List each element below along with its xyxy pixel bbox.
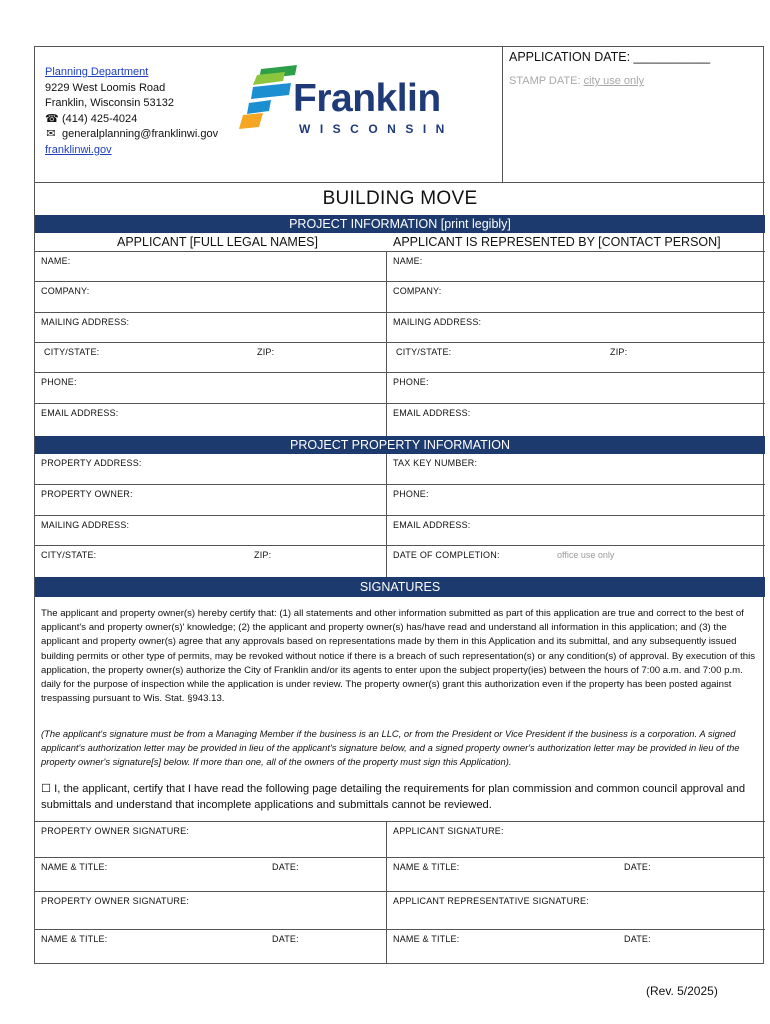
rep-name-field[interactable] — [386, 252, 765, 281]
field-label: EMAIL ADDRESS: — [393, 408, 471, 418]
zip-label: ZIP: — [254, 550, 272, 560]
field-label: MAILING ADDRESS: — [41, 520, 130, 530]
property-address-field[interactable] — [35, 454, 386, 484]
property-owner-field[interactable] — [35, 485, 386, 515]
field-label: MAILING ADDRESS: — [41, 317, 130, 327]
form-header — [35, 47, 765, 183]
row-signature-2 — [35, 892, 765, 930]
field-label: PHONE: — [393, 489, 429, 499]
applicant-city-field[interactable] — [35, 343, 386, 372]
owner-name-title-1[interactable] — [35, 858, 386, 891]
rep-city-field[interactable] — [386, 343, 765, 372]
field-label: MAILING ADDRESS: — [393, 317, 482, 327]
checkbox-text: I, the applicant, certify that I have read the following page detailing the requirements for plan commission and common council approval and submittals and understand that incomplete applications and submittals cannot be reviewed. — [41, 783, 746, 811]
rep-phone-field[interactable] — [386, 373, 765, 403]
property-owner-signature-2[interactable] — [35, 892, 386, 929]
applicant-phone-field[interactable] — [35, 373, 386, 403]
property-information-bar: PROJECT PROPERTY INFORMATION — [35, 436, 765, 454]
field-label: COMPANY: — [41, 286, 90, 296]
row-name-title-2 — [35, 930, 765, 964]
phone-number: (414) 425-4024 — [62, 112, 138, 125]
rep-name-title[interactable] — [386, 930, 765, 964]
field-label: APPLICANT SIGNATURE: — [393, 826, 504, 836]
stamp-date-value: city use only — [583, 75, 645, 87]
applicant-name-title[interactable] — [386, 858, 765, 891]
website-link[interactable]: franklinwi.gov — [45, 143, 112, 156]
field-label: CITY/STATE: — [44, 347, 100, 357]
zip-label: ZIP: — [610, 347, 628, 357]
field-label: CITY/STATE: — [396, 347, 452, 357]
property-city-field[interactable] — [35, 546, 386, 577]
row-name-title-1 — [35, 858, 765, 892]
field-label: PROPERTY OWNER SIGNATURE: — [41, 896, 190, 906]
field-label: TAX KEY NUMBER: — [393, 458, 478, 468]
date-label: DATE: — [272, 862, 299, 872]
row-property-city — [35, 546, 765, 577]
envelope-icon: ✉ — [46, 128, 56, 140]
phone-icon: ☎ — [45, 112, 59, 125]
field-label: PROPERTY ADDRESS: — [41, 458, 142, 468]
field-label: PHONE: — [393, 377, 429, 387]
signatures-bar: SIGNATURES — [35, 577, 765, 597]
row-name — [35, 251, 765, 282]
certify-checkbox-row[interactable] — [41, 781, 759, 813]
row-city — [35, 343, 765, 373]
row-property-mailing — [35, 516, 765, 546]
field-label: PROPERTY OWNER: — [41, 489, 133, 499]
signature-note: (The applicant's signature must be from a Managing Member if the business is an LLC, or from the President or Vice President if the business is a corporation. A signed applicant's authorization letter may be provided in lieu of the applicant's signature below, and a signed property owner's authorization letter may be provided in lieu of the property owner's signature[s] below. If more than one, all of the owners of the property must sign this Application). — [41, 728, 740, 767]
contact-block — [45, 65, 218, 158]
logo-subtitle: WISCONSIN — [299, 122, 454, 136]
applicant-heading: APPLICANT [FULL LEGAL NAMES] — [117, 235, 318, 249]
row-email — [35, 404, 765, 436]
applicant-name-field[interactable] — [35, 252, 386, 281]
field-label: NAME & TITLE: — [41, 934, 108, 944]
field-label: NAME: — [393, 256, 423, 266]
header-contact-area — [35, 47, 502, 183]
field-label: CITY/STATE: — [41, 550, 97, 560]
applicant-signature[interactable] — [386, 822, 765, 857]
row-mailing — [35, 313, 765, 343]
header-date-area — [502, 47, 765, 183]
field-label: NAME & TITLE: — [393, 862, 460, 872]
applicant-mailing-field[interactable] — [35, 313, 386, 342]
field-label: NAME & TITLE: — [393, 934, 460, 944]
project-information-bar: PROJECT INFORMATION [print legibly] — [35, 215, 765, 233]
row-property-address — [35, 454, 765, 485]
date-label: DATE: — [624, 934, 651, 944]
address-line-2: Franklin, Wisconsin 53132 — [45, 97, 175, 109]
form-title: BUILDING MOVE — [322, 188, 478, 209]
field-label: APPLICANT REPRESENTATIVE SIGNATURE: — [393, 896, 589, 906]
rep-email-field[interactable] — [386, 404, 765, 436]
address-line-1: 9229 West Loomis Road — [45, 81, 166, 94]
row-signature-1 — [35, 821, 765, 858]
date-label: DATE: — [624, 862, 651, 872]
applicant-company-field[interactable] — [35, 282, 386, 312]
stamp-date-label: STAMP DATE: — [509, 75, 584, 87]
field-label: PROPERTY OWNER SIGNATURE: — [41, 826, 190, 836]
row-property-owner — [35, 485, 765, 516]
revision-label: (Rev. 5/2025) — [646, 984, 718, 998]
field-label: DATE OF COMPLETION: — [393, 550, 500, 560]
field-label: NAME: — [41, 256, 71, 266]
date-label: DATE: — [272, 934, 299, 944]
field-label: EMAIL ADDRESS: — [41, 408, 119, 418]
franklin-logo — [239, 63, 459, 143]
zip-label: ZIP: — [257, 347, 275, 357]
owner-name-title-2[interactable] — [35, 930, 386, 964]
tax-key-field[interactable] — [386, 454, 765, 484]
certification-text: The applicant and property owner(s) hereby certify that: (1) all statements and other information submitted as part of this application are true and correct to the best of applicant's and property owner(s)' knowledge; (2) the applicant and property owner(s) has/have read and understand all information in this application; and (3) the applicant and property owner(s) agree that any approvals based on representations made by them in this Application and its submittal, and any subsequently issued building permits or other type of permits, may be revoked without notice if there is a breach of such representation(s) or any condition(s) of approval. By execution of this application, the property owner(s) authorize the City of Franklin and/or its agents to enter upon the subject property(ies) between the hours of 7:00 a.m. and 7:00 p.m. daily for the purpose of inspection while the application is under review. The property owner(s) grant this authorization even if the property has been posted against trespassing pursuant to Wis. Stat. §943.13. — [41, 608, 756, 705]
property-phone-field[interactable] — [386, 485, 765, 515]
stamp-date-field — [509, 75, 644, 87]
office-use-only-note: office use only — [557, 550, 615, 560]
logo-wordmark: Franklin — [293, 77, 441, 120]
field-label: COMPANY: — [393, 286, 442, 296]
rep-mailing-field[interactable] — [386, 313, 765, 342]
checkbox-icon[interactable]: ☐ — [41, 783, 52, 795]
logo-mark-icon — [239, 63, 299, 143]
email-address: generalplanning@franklinwi.gov — [62, 128, 219, 140]
applicant-email-field[interactable] — [35, 404, 386, 436]
applicant-representative-signature[interactable] — [386, 892, 765, 929]
row-company — [35, 282, 765, 313]
row-phone — [35, 373, 765, 404]
application-date-field[interactable]: APPLICATION DATE: ___________ — [509, 50, 711, 64]
field-label: NAME & TITLE: — [41, 862, 108, 872]
date-of-completion-field[interactable] — [386, 546, 765, 577]
rep-company-field[interactable] — [386, 282, 765, 312]
building-move-form — [34, 46, 764, 964]
property-email-field[interactable] — [386, 516, 765, 545]
field-label: EMAIL ADDRESS: — [393, 520, 471, 530]
field-label: PHONE: — [41, 377, 77, 387]
property-mailing-field[interactable] — [35, 516, 386, 545]
property-owner-signature-1[interactable] — [35, 822, 386, 857]
representative-heading: APPLICANT IS REPRESENTED BY [CONTACT PERSON] — [393, 235, 721, 249]
planning-department-link[interactable]: Planning Department — [45, 66, 149, 78]
